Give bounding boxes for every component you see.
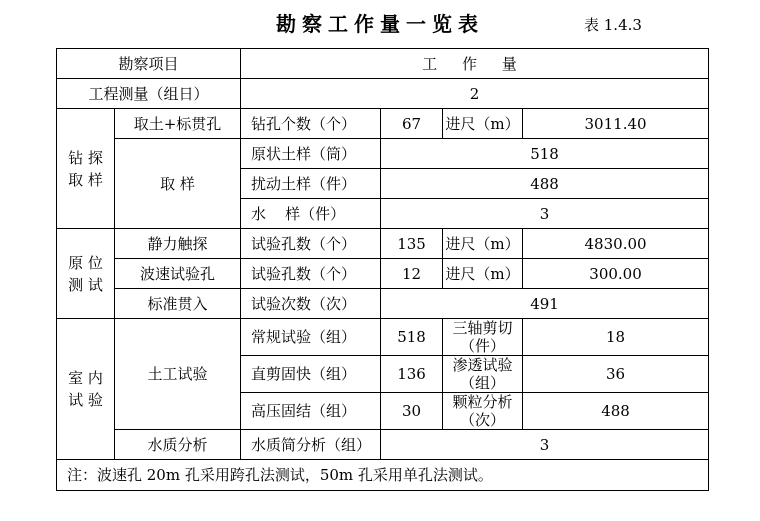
geotech-key2: 三轴剪切（件）	[443, 319, 523, 356]
table-row	[57, 109, 709, 139]
geotech-val2: 18	[523, 319, 709, 356]
table-row	[57, 229, 709, 259]
table-row	[57, 259, 709, 289]
soil-spt-key1: 钻孔个数（个）	[241, 109, 381, 139]
header-quantity: 工 作 量	[241, 49, 709, 79]
wave-val2: 300.00	[523, 259, 709, 289]
table-row	[57, 289, 709, 319]
sampling-label: 取 样	[115, 139, 241, 229]
category-insitu-line1: 原 位	[68, 253, 103, 272]
geotech-key1: 直剪固快（组）	[241, 356, 381, 393]
spt-value: 491	[381, 289, 709, 319]
header-row	[57, 49, 709, 79]
category-lab	[57, 319, 115, 460]
sampling-value: 488	[381, 169, 709, 199]
page-title: 勘察工作量一览表	[276, 12, 484, 36]
note-row	[57, 460, 709, 491]
geotech-key1: 高压固结（组）	[241, 393, 381, 430]
sampling-value: 518	[381, 139, 709, 169]
wave-label: 波速试验孔	[115, 259, 241, 289]
category-drilling-line2: 取 样	[68, 170, 103, 189]
table-row	[57, 430, 709, 460]
survey-label: 工程测量（组日）	[57, 79, 241, 109]
geotech-val1: 30	[381, 393, 443, 430]
geotech-key1: 常规试验（组）	[241, 319, 381, 356]
wave-key2: 进尺（m）	[443, 259, 523, 289]
category-drilling-line1: 钻 探	[68, 148, 103, 167]
table-note: 注：波速孔 20m 孔采用跨孔法测试，50m 孔采用单孔法测试。	[57, 460, 709, 491]
cpt-key2: 进尺（m）	[443, 229, 523, 259]
geotech-val2: 36	[523, 356, 709, 393]
soil-spt-label: 取土+标贯孔	[115, 109, 241, 139]
table-row	[57, 79, 709, 109]
table-number: 表 1.4.3	[584, 16, 642, 34]
sampling-value: 3	[381, 199, 709, 229]
sampling-key: 水 样（件）	[241, 199, 381, 229]
category-drilling	[57, 109, 115, 229]
water-label: 水质分析	[115, 430, 241, 460]
cpt-label: 静力触探	[115, 229, 241, 259]
soil-spt-val1: 67	[381, 109, 443, 139]
geotech-key2: 颗粒分析（次）	[443, 393, 523, 430]
workload-table	[56, 48, 709, 491]
sampling-key: 扰动土样（件）	[241, 169, 381, 199]
table-row	[57, 319, 709, 356]
soil-spt-key2: 进尺（m）	[443, 109, 523, 139]
cpt-val2: 4830.00	[523, 229, 709, 259]
header-item: 勘察项目	[57, 49, 241, 79]
geotech-val2: 488	[523, 393, 709, 430]
geotech-val1: 136	[381, 356, 443, 393]
spt-label: 标准贯入	[115, 289, 241, 319]
category-lab-line1: 室 内	[68, 369, 103, 387]
wave-key1: 试验孔数（个）	[241, 259, 381, 289]
spt-key: 试验次数（次）	[241, 289, 381, 319]
geotech-key2: 渗透试验（组）	[443, 356, 523, 393]
wave-val1: 12	[381, 259, 443, 289]
geotech-label: 土工试验	[115, 319, 241, 430]
sampling-key: 原状土样（筒）	[241, 139, 381, 169]
category-lab-line2: 试 验	[68, 391, 103, 409]
water-value: 3	[381, 430, 709, 460]
survey-value: 2	[241, 79, 709, 109]
cpt-key1: 试验孔数（个）	[241, 229, 381, 259]
soil-spt-val2: 3011.40	[523, 109, 709, 139]
water-key: 水质简分析（组）	[241, 430, 381, 460]
table-row	[57, 139, 709, 169]
geotech-val1: 518	[381, 319, 443, 356]
category-insitu	[57, 229, 115, 319]
category-insitu-line2: 测 试	[68, 275, 103, 294]
cpt-val1: 135	[381, 229, 443, 259]
